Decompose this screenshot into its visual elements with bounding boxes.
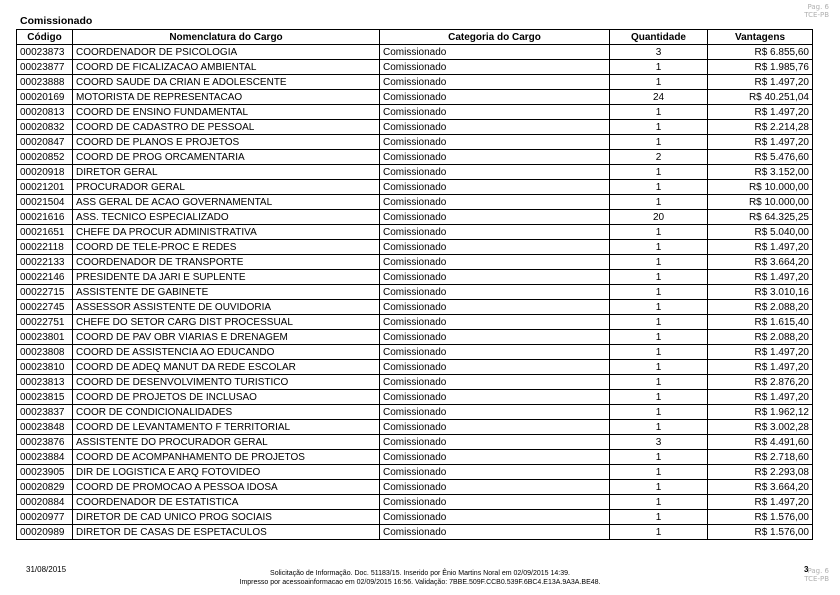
section-title: Comissionado [20, 15, 93, 27]
cell-quantidade: 1 [610, 405, 708, 420]
table-row [17, 345, 813, 360]
cell-quantidade: 1 [610, 195, 708, 210]
cell-vantagens: R$ 1.576,00 [708, 525, 813, 540]
cell-cargo: ASSISTENTE DE GABINETE [73, 285, 380, 300]
table-row [17, 495, 813, 510]
cell-vantagens: R$ 1.497,20 [708, 390, 813, 405]
cell-categoria: Comissionado [380, 285, 610, 300]
page-stamp-bottom [804, 567, 829, 583]
cell-vantagens: R$ 3.010,16 [708, 285, 813, 300]
cell-quantidade: 1 [610, 450, 708, 465]
header-cargo: Nomenclatura do Cargo [73, 30, 380, 45]
footer-page-number: 3 [804, 565, 809, 574]
cell-quantidade: 3 [610, 435, 708, 450]
cell-codigo: 00023801 [17, 330, 73, 345]
stamp-org-label: TCE-PB [804, 575, 829, 583]
cell-quantidade: 1 [610, 330, 708, 345]
cell-codigo: 00020918 [17, 165, 73, 180]
page-stamp-top [804, 3, 829, 19]
cell-quantidade: 1 [610, 285, 708, 300]
cell-codigo: 00020829 [17, 480, 73, 495]
cell-vantagens: R$ 2.088,20 [708, 300, 813, 315]
table-row [17, 255, 813, 270]
cell-categoria: Comissionado [380, 330, 610, 345]
cell-categoria: Comissionado [380, 255, 610, 270]
stamp-page-label: Pag. 6 [807, 3, 829, 11]
cell-vantagens: R$ 2.293,08 [708, 465, 813, 480]
cell-cargo: COORD DE ACOMPANHAMENTO DE PROJETOS [73, 450, 380, 465]
cell-categoria: Comissionado [380, 525, 610, 540]
cell-categoria: Comissionado [380, 495, 610, 510]
cell-vantagens: R$ 1.497,20 [708, 75, 813, 90]
cell-cargo: COORD DE PROMOCAO A PESSOA IDOSA [73, 480, 380, 495]
cell-quantidade: 1 [610, 270, 708, 285]
cell-vantagens: R$ 1.497,20 [708, 345, 813, 360]
cell-quantidade: 1 [610, 60, 708, 75]
cell-quantidade: 1 [610, 180, 708, 195]
cell-cargo: PROCURADOR GERAL [73, 180, 380, 195]
cell-vantagens: R$ 40.251,04 [708, 90, 813, 105]
table-row [17, 435, 813, 450]
cell-vantagens: R$ 3.664,20 [708, 255, 813, 270]
cell-quantidade: 1 [610, 255, 708, 270]
cell-vantagens: R$ 2.088,20 [708, 330, 813, 345]
header-quantidade: Quantidade [610, 30, 708, 45]
cell-vantagens: R$ 3.152,00 [708, 165, 813, 180]
cell-categoria: Comissionado [380, 150, 610, 165]
cell-categoria: Comissionado [380, 300, 610, 315]
cell-quantidade: 1 [610, 135, 708, 150]
cell-categoria: Comissionado [380, 90, 610, 105]
cell-vantagens: R$ 1.497,20 [708, 105, 813, 120]
table-row [17, 330, 813, 345]
cell-vantagens: R$ 1.962,12 [708, 405, 813, 420]
cell-codigo: 00020832 [17, 120, 73, 135]
footer-date: 31/08/2015 [26, 565, 67, 574]
table-row [17, 150, 813, 165]
table-row [17, 525, 813, 540]
cell-cargo: CHEFE DO SETOR CARG DIST PROCESSUAL [73, 315, 380, 330]
cell-quantidade: 1 [610, 105, 708, 120]
cell-categoria: Comissionado [380, 510, 610, 525]
cell-vantagens: R$ 6.855,60 [708, 45, 813, 60]
cell-vantagens: R$ 1.497,20 [708, 360, 813, 375]
cell-codigo: 00020977 [17, 510, 73, 525]
table-row [17, 315, 813, 330]
table-row [17, 450, 813, 465]
cell-categoria: Comissionado [380, 165, 610, 180]
cell-cargo: PRESIDENTE DA JARI E SUPLENTE [73, 270, 380, 285]
cell-categoria: Comissionado [380, 180, 610, 195]
cell-quantidade: 1 [610, 240, 708, 255]
cell-categoria: Comissionado [380, 405, 610, 420]
cell-quantidade: 1 [610, 510, 708, 525]
table-header-row [17, 30, 813, 45]
cell-vantagens: R$ 5.040,00 [708, 225, 813, 240]
cell-codigo: 00022146 [17, 270, 73, 285]
cell-quantidade: 20 [610, 210, 708, 225]
cell-codigo: 00023873 [17, 45, 73, 60]
cell-categoria: Comissionado [380, 345, 610, 360]
cell-quantidade: 1 [610, 525, 708, 540]
table-row [17, 510, 813, 525]
cell-cargo: COOR DE CONDICIONALIDADES [73, 405, 380, 420]
cell-vantagens: R$ 1.497,20 [708, 495, 813, 510]
cell-quantidade: 1 [610, 165, 708, 180]
table-row [17, 240, 813, 255]
footer-text [180, 569, 660, 587]
cell-cargo: ASSESSOR ASSISTENTE DE OUVIDORIA [73, 300, 380, 315]
cell-codigo: 00022118 [17, 240, 73, 255]
table-row [17, 195, 813, 210]
footer-line-2: Impresso por acessoainformacao em 02/09/2015 16:56. Validação: 7BBE.509F.CCB0.539F.6BC4.E13A.9A3A.BE48. [239, 579, 601, 586]
cell-quantidade: 1 [610, 465, 708, 480]
cell-codigo: 00020852 [17, 150, 73, 165]
table-row [17, 180, 813, 195]
cell-cargo: COORD SAUDE DA CRIAN E ADOLESCENTE [73, 75, 380, 90]
cell-categoria: Comissionado [380, 45, 610, 60]
table-row [17, 405, 813, 420]
cell-cargo: COORDENADOR DE TRANSPORTE [73, 255, 380, 270]
stamp-page-label: Pag. 6 [807, 567, 829, 575]
cell-categoria: Comissionado [380, 270, 610, 285]
cell-cargo: COORD DE ASSISTENCIA AO EDUCANDO [73, 345, 380, 360]
cell-quantidade: 1 [610, 225, 708, 240]
cell-codigo: 00020884 [17, 495, 73, 510]
cell-categoria: Comissionado [380, 120, 610, 135]
cargos-table [16, 29, 813, 540]
cell-codigo: 00023848 [17, 420, 73, 435]
cell-vantagens: R$ 2.876,20 [708, 375, 813, 390]
cell-codigo: 00020847 [17, 135, 73, 150]
cell-cargo: COORD DE PROG ORCAMENTARIA [73, 150, 380, 165]
header-vantagens: Vantagens [708, 30, 813, 45]
cell-cargo: DIRETOR DE CASAS DE ESPETACULOS [73, 525, 380, 540]
cell-cargo: COORD DE FICALIZACAO AMBIENTAL [73, 60, 380, 75]
cell-quantidade: 1 [610, 375, 708, 390]
cell-categoria: Comissionado [380, 75, 610, 90]
cell-cargo: DIR DE LOGISTICA E ARQ FOTOVIDEO [73, 465, 380, 480]
table-row [17, 105, 813, 120]
cell-codigo: 00021504 [17, 195, 73, 210]
cell-codigo: 00023815 [17, 390, 73, 405]
cell-categoria: Comissionado [380, 465, 610, 480]
table-row [17, 390, 813, 405]
table-row [17, 360, 813, 375]
cell-cargo: COORD DE ENSINO FUNDAMENTAL [73, 105, 380, 120]
cell-cargo: COORD DE CADASTRO DE PESSOAL [73, 120, 380, 135]
cell-codigo: 00023837 [17, 405, 73, 420]
cell-vantagens: R$ 5.476,60 [708, 150, 813, 165]
cell-vantagens: R$ 3.002,28 [708, 420, 813, 435]
cell-vantagens: R$ 10.000,00 [708, 195, 813, 210]
cell-quantidade: 1 [610, 360, 708, 375]
cell-categoria: Comissionado [380, 360, 610, 375]
cell-categoria: Comissionado [380, 225, 610, 240]
cell-categoria: Comissionado [380, 375, 610, 390]
cell-codigo: 00021201 [17, 180, 73, 195]
cell-cargo: ASSISTENTE DO PROCURADOR GERAL [73, 435, 380, 450]
cell-vantagens: R$ 1.576,00 [708, 510, 813, 525]
cell-quantidade: 1 [610, 300, 708, 315]
table-body [17, 45, 813, 540]
cell-vantagens: R$ 2.214,28 [708, 120, 813, 135]
cell-quantidade: 1 [610, 345, 708, 360]
cell-codigo: 00023813 [17, 375, 73, 390]
cell-vantagens: R$ 1.497,20 [708, 135, 813, 150]
cell-quantidade: 1 [610, 420, 708, 435]
cell-vantagens: R$ 2.718,60 [708, 450, 813, 465]
cell-cargo: MOTORISTA DE REPRESENTACAO [73, 90, 380, 105]
cell-codigo: 00021616 [17, 210, 73, 225]
cell-quantidade: 1 [610, 390, 708, 405]
cell-vantagens: R$ 64.325,25 [708, 210, 813, 225]
cell-codigo: 00020169 [17, 90, 73, 105]
table-row [17, 270, 813, 285]
cell-vantagens: R$ 4.491,60 [708, 435, 813, 450]
cell-cargo: COORD DE PLANOS E PROJETOS [73, 135, 380, 150]
cell-vantagens: R$ 10.000,00 [708, 180, 813, 195]
cell-categoria: Comissionado [380, 450, 610, 465]
table-row [17, 225, 813, 240]
cell-codigo: 00023808 [17, 345, 73, 360]
cell-cargo: COORD DE LEVANTAMENTO F TERRITORIAL [73, 420, 380, 435]
cell-codigo: 00022133 [17, 255, 73, 270]
header-categoria: Categoria do Cargo [380, 30, 610, 45]
cell-codigo: 00023810 [17, 360, 73, 375]
cell-codigo: 00021651 [17, 225, 73, 240]
cell-cargo: COORD DE ADEQ MANUT DA REDE ESCOLAR [73, 360, 380, 375]
header-codigo: Código [17, 30, 73, 45]
table-row [17, 165, 813, 180]
table-row [17, 45, 813, 60]
cell-categoria: Comissionado [380, 210, 610, 225]
cell-cargo: ASS GERAL DE ACAO GOVERNAMENTAL [73, 195, 380, 210]
cell-vantagens: R$ 1.985,76 [708, 60, 813, 75]
cell-codigo: 00022751 [17, 315, 73, 330]
cell-cargo: COORDENADOR DE PSICOLOGIA [73, 45, 380, 60]
cell-categoria: Comissionado [380, 390, 610, 405]
cell-quantidade: 1 [610, 75, 708, 90]
cell-cargo: CHEFE DA PROCUR ADMINISTRATIVA [73, 225, 380, 240]
cell-quantidade: 3 [610, 45, 708, 60]
cell-vantagens: R$ 3.664,20 [708, 480, 813, 495]
cell-codigo: 00023905 [17, 465, 73, 480]
cell-codigo: 00020989 [17, 525, 73, 540]
cell-cargo: ASS. TECNICO ESPECIALIZADO [73, 210, 380, 225]
table-row [17, 75, 813, 90]
cell-quantidade: 1 [610, 315, 708, 330]
cell-quantidade: 1 [610, 120, 708, 135]
cell-cargo: COORD DE TELE-PROC E REDES [73, 240, 380, 255]
cell-quantidade: 1 [610, 480, 708, 495]
table-row [17, 465, 813, 480]
cell-categoria: Comissionado [380, 135, 610, 150]
cell-cargo: COORDENADOR DE ESTATISTICA [73, 495, 380, 510]
cell-cargo: DIRETOR DE CAD UNICO PROG SOCIAIS [73, 510, 380, 525]
cell-categoria: Comissionado [380, 240, 610, 255]
table-row [17, 60, 813, 75]
cell-cargo: COORD DE PAV OBR VIARIAS E DRENAGEM [73, 330, 380, 345]
cell-categoria: Comissionado [380, 420, 610, 435]
table-row [17, 135, 813, 150]
cell-quantidade: 24 [610, 90, 708, 105]
cell-categoria: Comissionado [380, 480, 610, 495]
cell-codigo: 00020813 [17, 105, 73, 120]
cell-codigo: 00023884 [17, 450, 73, 465]
table-row [17, 285, 813, 300]
cell-quantidade: 2 [610, 150, 708, 165]
cell-vantagens: R$ 1.497,20 [708, 270, 813, 285]
cell-categoria: Comissionado [380, 195, 610, 210]
footer-line-1: Solicitação de Informação. Doc. 51183/15. Inserido por Ênio Martins Noral em 02/09/2015 14:39. [270, 570, 570, 577]
table-row [17, 375, 813, 390]
cell-quantidade: 1 [610, 495, 708, 510]
cell-codigo: 00023888 [17, 75, 73, 90]
cell-categoria: Comissionado [380, 60, 610, 75]
cell-vantagens: R$ 1.497,20 [708, 240, 813, 255]
table-row [17, 420, 813, 435]
table-row [17, 210, 813, 225]
table-row [17, 480, 813, 495]
table-row [17, 120, 813, 135]
cell-categoria: Comissionado [380, 435, 610, 450]
cell-categoria: Comissionado [380, 105, 610, 120]
cell-codigo: 00022745 [17, 300, 73, 315]
cell-vantagens: R$ 1.615,40 [708, 315, 813, 330]
cell-cargo: DIRETOR GERAL [73, 165, 380, 180]
cell-categoria: Comissionado [380, 315, 610, 330]
cell-codigo: 00023877 [17, 60, 73, 75]
stamp-org-label: TCE-PB [804, 11, 829, 19]
table-row [17, 90, 813, 105]
cell-cargo: COORD DE PROJETOS DE INCLUSAO [73, 390, 380, 405]
table-row [17, 300, 813, 315]
cell-codigo: 00022715 [17, 285, 73, 300]
cell-codigo: 00023876 [17, 435, 73, 450]
cell-cargo: COORD DE DESENVOLVIMENTO TURISTICO [73, 375, 380, 390]
